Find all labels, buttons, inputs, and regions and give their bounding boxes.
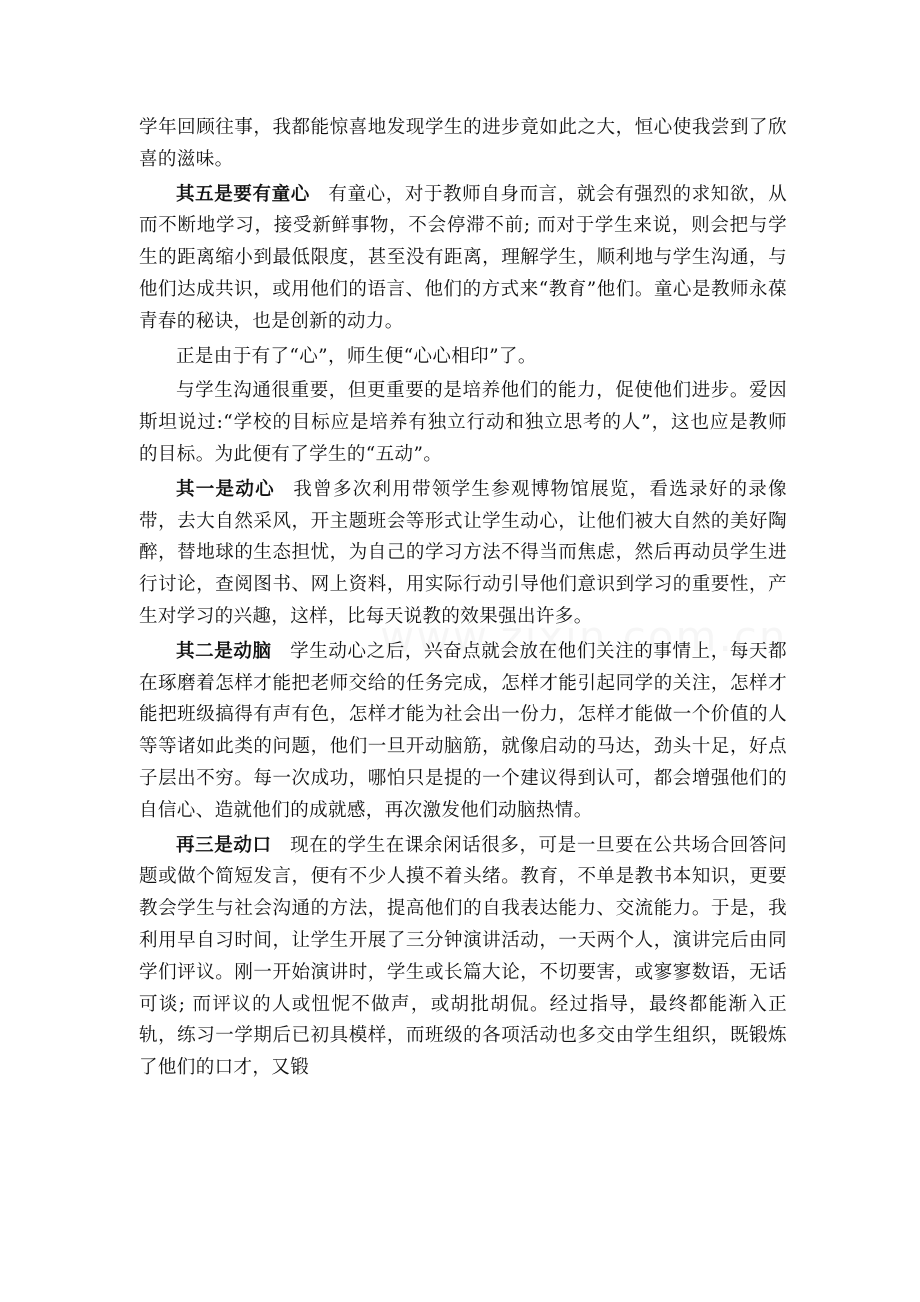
paragraph-7-heading: 再三是动口 xyxy=(176,834,272,856)
paragraph-3 xyxy=(139,341,787,373)
paragraph-6 xyxy=(139,636,787,827)
paragraph-4-text: 与学生沟通很重要，但更重要的是培养他们的能力，促使他们进步。爱因斯坦说过:“学校的目标应是培养有独立行动和独立思考的人”，这也应是教师的目标。为此便有了学生的“五动”。 xyxy=(139,380,787,465)
document-page xyxy=(139,112,787,1087)
paragraph-2 xyxy=(139,179,787,338)
paragraph-6-heading: 其二是动脑 xyxy=(176,640,272,662)
paragraph-1 xyxy=(139,112,787,176)
paragraph-4 xyxy=(139,375,787,470)
paragraph-5-heading: 其一是动心 xyxy=(176,478,275,500)
paragraph-5-text: 我曾多次利用带领学生参观博物馆展览，看选录好的录像带，去大自然采风，开主题班会等形式让学生动心，让他们被大自然的美好陶醉，替地球的生态担忧，为自己的学习方法不得当而焦虑，然后再动员学生进行讨论，查阅图书、网上资料，用实际行动引导他们意识到学习的重要性，产生对学习的兴趣，这样，比每天说教的效果强出许多。 xyxy=(139,478,787,627)
paragraph-2-heading: 其五是要有童心 xyxy=(176,183,310,205)
paragraph-2-text: 有童心，对于教师自身而言，就会有强烈的求知欲，从而不断地学习，接受新鲜事物，不会停滞不前; 而对于学生来说，则会把与学生的距离缩小到最低限度，甚至没有距离，理解学生，顺利地与学生沟通，与他们达成共识，或用他们的语言、他们的方式来“教育”他们。童心是教师永葆青春的秘诀，也是创新的动力。 xyxy=(139,183,787,332)
paragraph-1-text: 学年回顾往事，我都能惊喜地发现学生的进步竟如此之大，恒心使我尝到了欣喜的滋味。 xyxy=(139,117,787,170)
paragraph-6-text: 学生动心之后，兴奋点就会放在他们关注的事情上，每天都在琢磨着怎样才能把老师交给的任务完成，怎样才能引起同学的关注，怎样才能把班级搞得有声有色，怎样才能为社会出一份力，怎样才能做一个价值的人等等诸如此类的问题，他们一旦开动脑筋，就像启动的马达，劲头十足，好点子层出不穷。每一次成功，哪怕只是提的一个建议得到认可，都会增强他们的自信心、造就他们的成就感，再次激发他们动脑热情。 xyxy=(139,640,787,821)
paragraph-5 xyxy=(139,474,787,633)
paragraph-7-text: 现在的学生在课余闲话很多，可是一旦要在公共场合回答问题或做个简短发言，便有不少人摸不着头绪。教育，不单是教书本知识，更要教会学生与社会沟通的方法，提高他们的自我表达能力、交流能力。于是，我利用早自习时间，让学生开展了三分钟演讲活动，一天两个人，演讲完后由同学们评议。刚一开始演讲时，学生或长篇大论，不切要害，或寥寥数语，无话可谈; 而评议的人或忸怩不做声，或胡批胡侃。经过指导，最终都能渐入正轨，练习一学期后已初具模样，而班级的各项活动也多交由学生组织，既锻炼了他们的口才，又锻 xyxy=(139,834,787,1079)
paragraph-3-text: 正是由于有了“心”，师生便“心心相印”了。 xyxy=(176,345,537,367)
paragraph-7 xyxy=(139,830,787,1084)
